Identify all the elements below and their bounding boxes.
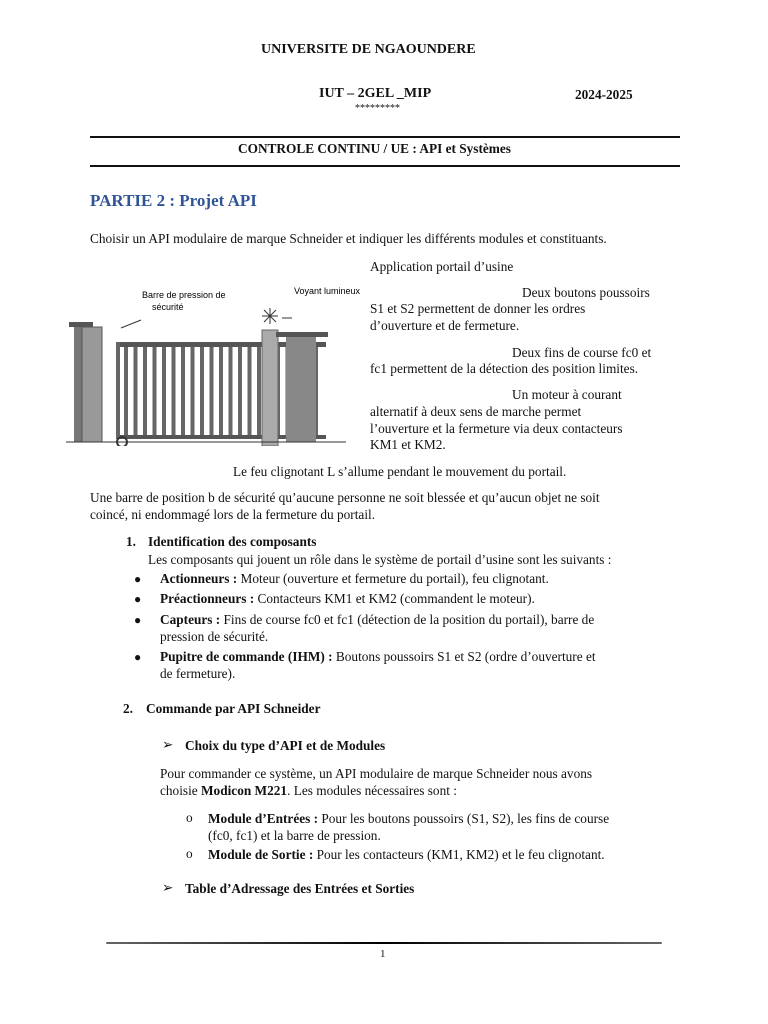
exam-title: CONTROLE CONTINU / UE : API et Systèmes [238,141,511,156]
program: IUT – 2GEL _MIP [319,86,432,101]
gate-bar [191,347,195,435]
gate-figure [66,282,362,446]
divider [90,136,680,138]
page-number: 1 [380,948,386,960]
desc-line: Deux fins de course fc0 et [512,345,652,360]
section-number: 2. [123,701,133,716]
gate-bar [153,347,157,435]
list-item: Pupitre de commande (IHM) : Boutons poussoirs S1 et S2 (ordre d’ouverture et [160,649,596,664]
list-item: Actionneurs : Moteur (ouverture et fermeture du portail), feu clignotant. [160,571,549,586]
section-title: Commande par API Schneider [146,701,321,716]
module-item: Module d’Entrées : Pour les boutons poussoirs (S1, S2), les fins de course [208,811,610,826]
arrow-bullet-icon: ➢ [162,737,174,752]
academic-year: 2024-2025 [575,87,633,102]
list-item: Préactionneurs : Contacteurs KM1 et KM2 (commandent le moteur). [160,591,535,606]
gate-bar [172,347,176,435]
list-item: Capteurs : Fins de course fc0 et fc1 (détection de la position du portail), barre de [160,612,595,627]
gate-bar [181,347,185,435]
intro-text: Choisir un API modulaire de marque Schneider et indiquer les différents modules et constituants. [90,231,607,246]
paragraph-line: choisie Modicon M221. Les modules nécessaires sont : [160,783,457,798]
subsection-title: Table d’Adressage des Entrées et Sorties [185,881,415,896]
arrow-bullet-icon: ➢ [162,880,174,895]
desc-line: Une barre de position b de sécurité qu’aucune personne ne soit blessée et qu’aucun objet ne soit [90,490,600,505]
bullet-icon: ● [134,572,142,586]
desc-line: fc1 permettent de la détection des position limites. [370,361,639,376]
divider [90,165,680,167]
desc-line: alternatif à deux sens de marche permet [370,404,582,419]
desc-line: Application portail d’usine [370,259,514,274]
desc-line: KM1 et KM2. [370,437,446,452]
desc-line: S1 et S2 permettent de donner les ordres [370,301,586,316]
module-item-cont: (fc0, fc1) et la barre de pression. [208,828,381,843]
gate-bar [219,347,223,435]
separator-stars: ********* [355,103,400,114]
bullet-icon: ● [134,613,142,627]
section-title: Identification des composants [148,534,317,549]
gate-bar [134,347,138,435]
circle-bullet-icon: o [186,846,193,861]
gate-bar [238,347,242,435]
gate-bar [200,347,204,435]
figure-label-bar-2: sécurité [152,302,184,312]
list-item-cont: de fermeture). [160,666,236,681]
gate-bar [124,347,128,435]
part-title: PARTIE 2 : Projet API [90,191,257,210]
desc-line: Deux boutons poussoirs [522,285,650,300]
footer-divider [106,942,662,944]
gate-bar [257,347,261,435]
bullet-icon: ● [134,650,142,664]
subsection-title: Choix du type d’API et de Modules [185,738,386,753]
gate-bar [162,347,166,435]
gate-bar [210,347,214,435]
module-item: Module de Sortie : Pour les contacteurs (KM1, KM2) et le feu clignotant. [208,847,605,862]
gate-bar [143,347,147,435]
desc-line: d’ouverture et de fermeture. [370,318,520,333]
gate-bar [248,347,252,435]
desc-line: l’ouverture et la fermeture via deux contacteurs [370,421,623,436]
section-intro: Les composants qui jouent un rôle dans le système de portail d’usine sont les suivants : [148,552,612,567]
gate-bar [229,347,233,435]
university-name: UNIVERSITE DE NGAOUNDERE [261,42,476,57]
figure-label-bar: Barre de pression de [142,290,226,300]
gate-illustration [66,282,362,446]
desc-line: Le feu clignotant L s’allume pendant le mouvement du portail. [233,464,567,479]
desc-line: Un moteur à courant [512,387,622,402]
bullet-icon: ● [134,592,142,606]
figure-label-light: Voyant lumineux [294,286,361,296]
desc-line: coincé, ni endommagé lors de la fermeture du portail. [90,507,376,522]
list-item-cont: pression de sécurité. [160,629,269,644]
circle-bullet-icon: o [186,810,193,825]
section-number: 1. [126,534,136,549]
paragraph-line: Pour commander ce système, un API modulaire de marque Schneider nous avons [160,766,593,781]
